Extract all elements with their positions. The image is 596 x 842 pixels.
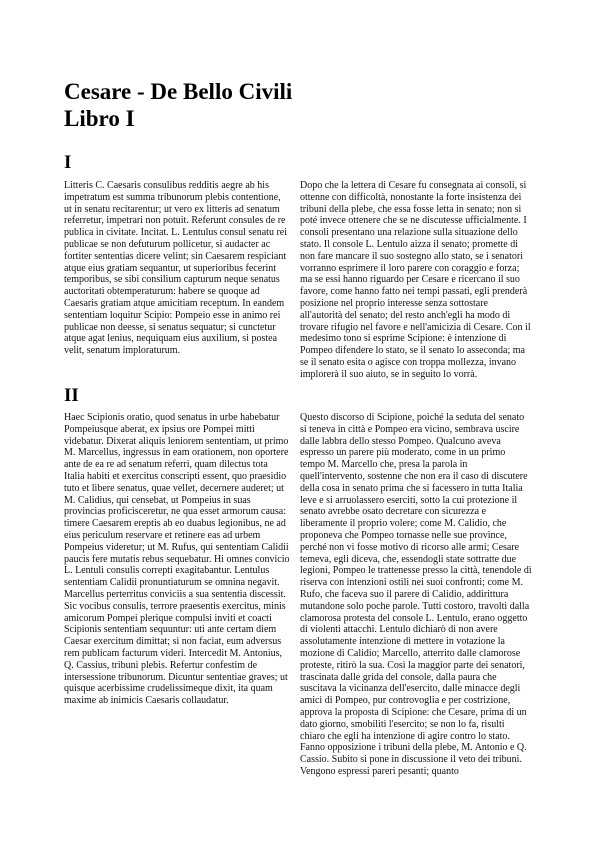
latin-text-section-1: Litteris C. Caesaris consulibus redditis aegre ab his impetratum est summa tribunorum plebis contentione, ut in senatu recitarentur; ut vero ex litteris ad senatum referretur, impetrari non potuit. Referunt consules de re publica in civitate. Incitat. L. Lentulus consul senatu rei publicae se non defuturum pollicetur, si audacter ac fortiter sententias dicere velint; sin Caesarem respiciant atque eius gratiam sequantur, ut superioribus fecerint temporibus, se sibi consilium capturum neque senatus auctoritati obtemperaturum: habere se quoque ad Caesaris gratiam atque amicitiam receptum. In eandem sententiam loquitur Scipio: Pompeio esse in animo rei publicae non deesse, si senatus sequatur; si cunctetur atque agat lenius, nequiquam eius auxilium, si postea velit, senatum imploraturum. xyxy=(64,180,287,357)
section-heading-1: I xyxy=(64,152,72,173)
document-title xyxy=(64,78,292,132)
title-line-work: Cesare - De Bello Civili xyxy=(64,79,293,104)
title-line-book: Libro I xyxy=(64,106,135,131)
latin-text-section-2: Haec Scipionis oratio, quod senatus in urbe habebatur Pompeiusque aberat, ex ipsius ore Pompei mitti videbatur. Dixerat aliquis leniorem sententiam, ut primo M. Marcellus, ingressus in eam orationem, non oportere ante de ea re ad senatum referri, quam dilectus tota Italia habiti et exercitus conscripti essent, quo praesidio tuto et libere senatus, quae vellet, decernere auderet; ut M. Calidius, qui censebat, ut Pompeius in suas provincias proficisceretur, ne qua esset armorum causa: timere Caesarem ereptis ab eo duabus legionibus, ne ad eius periculum reservare et retinere eas ad urbem Pompeius videretur; ut M. Rufus, qui sententiam Calidii paucis fere mutatis rebus sequebatur. Hi omnes convicio L. Lentuli consulis correpti exagitabantur. Lentulus sententiam Calidii pronuntiaturum se omnina negavit. Marcellus perterritus conviciis a sua sententia discessit. Sic vocibus consulis, terrore praesentis exercitus, minis amicorum Pompei plerique compulsi inviti et coacti Scipionis sententiam sequuntur: uti ante certam diem Caesar exercitum dimittat; si non faciat, eum adversus rem publicam facturum videri. Intercedit M. Antonius, Q. Cassius, tribuni plebis. Refertur confestim de intersessione tribunorum. Dicuntur sententiae graves; ut quisque acerbissime crudelissimeque dixit, ita quam maxime ab inimicis Caesaris collaudatur. xyxy=(64,412,290,707)
italian-text-section-1: Dopo che la lettera di Cesare fu consegnata ai consoli, si ottenne con difficoltà, nonostante la forte insistenza dei tribuni della plebe, che essa fosse letta in senato; non si poté invece ottenere che se ne discutesse ufficialmente. I consoli presentano una relazione sulla situazione dello stato. Il console L. Lentulo aizza il senato; promette di non fare mancare il suo sostegno allo stato, se i senatori vorranno esprimere il loro parere con coraggio e forza; ma se essi hanno riguardo per Cesare e ricercano il suo favore, come hanno fatto nei tempi passati, egli prenderà posizione nel proprio interesse senza sottostare all'autorità del senato; del resto anch'egli ha modo di trovare rifugio nel favore e nell'amicizia di Cesare. Con il medesimo tono si esprime Scipione: è intenzione di Pompeo difendere lo stato, se il senato lo asseconda; ma se il senato esita o agisce con troppa mollezza, invano implorerà il suo aiuto, se in seguito lo vorrà. xyxy=(300,180,531,380)
italian-text-section-2: Questo discorso di Scipione, poiché la seduta del senato si teneva in città e Pompeo era vicino, sembrava uscire dalle labbra dello stesso Pompeo. Qualcuno aveva espresso un parere più moderato, come in un primo tempo M. Marcello che, presa la parola in quell'intervento, sostenne che non era il caso di discutere della cosa in senato prima che si facessero in tutta Italia leve e si arruolassero eserciti, sotto la cui protezione il senato avrebbe osato decretare con sicurezza e liberamente il proprio volere; come M. Calidio, che proponeva che Pompeo tornasse nelle sue province, perché non vi fosse motivo di ricorso alle armi; Cesare temeva, egli diceva, che, essendogli state sottratte due legioni, Pompeo le trattenesse presso la città, tenendole di riserva con intenzioni ostili nei suoi confronti; come M. Rufo, che faceva suo il parere di Calidio, addirittura mutandone solo poche parole. Tutti costoro, travolti dalla clamorosa protesta del console L. Lentulo, erano oggetto di violenti attacchi. Lentulo dichiarò di non avere assolutamente intenzione di mettere in votazione la mozione di Calidio; Marcello, atterrito dalle clamorose proteste, ritirò la sua. Così la maggior parte dei senatori, trascinata dalle grida del console, dalla paura che suscitava la vicinanza dell'esercito, dalle minacce degli amici di Pompeo, pur controvoglia e per costrizione, approva la proposta di Scipione: che Cesare, prima di un dato giorno, smobiliti l'esercito; se non lo fa, risulti chiaro che egli ha intenzione di agire contro lo stato. Fanno opposizione i tribuni della plebe, M. Antonio e Q. Cassio. Subito si pone in discussione il veto dei tribuni. Vengono espressi pareri pesanti; quanto xyxy=(300,412,532,777)
section-heading-2: II xyxy=(64,385,79,406)
